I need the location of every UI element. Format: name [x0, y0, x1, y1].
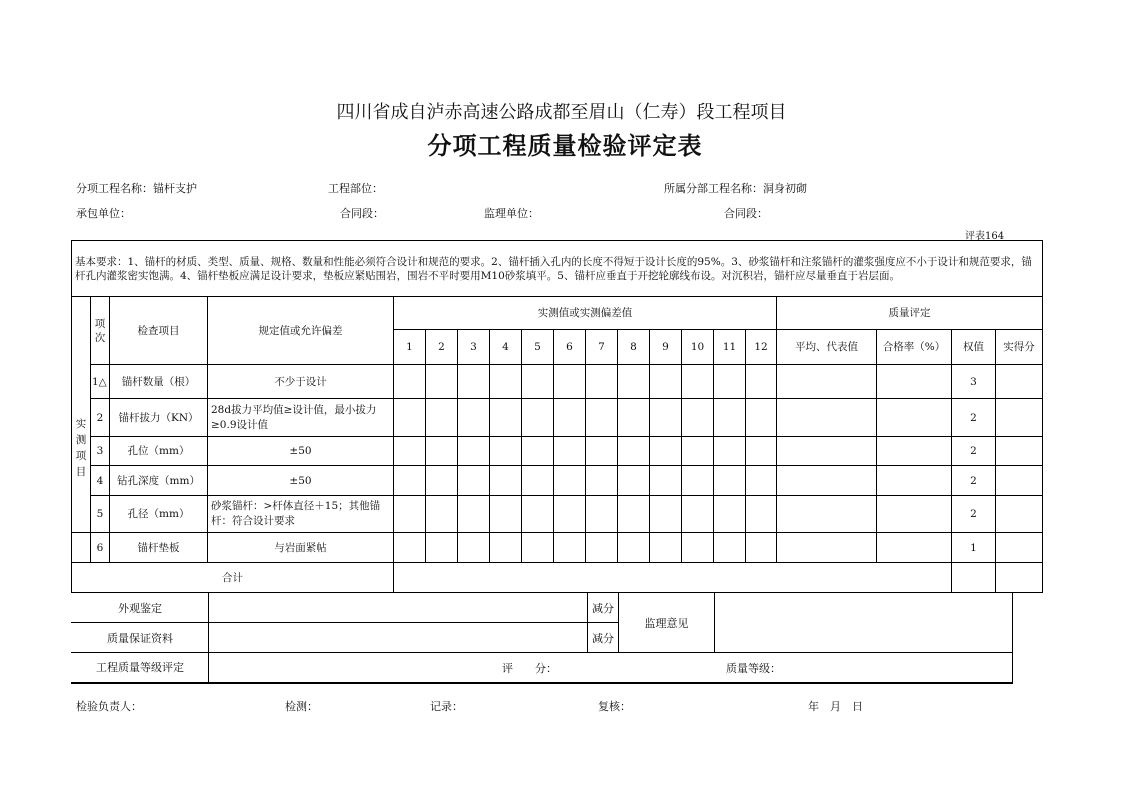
- header-pass-rate: 合格率（%）: [877, 330, 952, 365]
- measure-cell[interactable]: [394, 533, 426, 563]
- measure-cell[interactable]: [490, 365, 522, 399]
- measure-cell[interactable]: [458, 437, 490, 466]
- measure-cell[interactable]: [394, 437, 426, 466]
- supervisor-opinion-label: 监理意见: [619, 593, 715, 653]
- measure-cell[interactable]: [522, 437, 554, 466]
- measure-cell[interactable]: [714, 365, 746, 399]
- measure-cell[interactable]: [522, 466, 554, 496]
- row-spec: 砂浆锚杆：>杆体直径＋15；其他锚杆：符合设计要求: [208, 496, 394, 533]
- table-row: [72, 466, 1043, 496]
- measure-cell[interactable]: [522, 533, 554, 563]
- grade-eval-label: 工程质量等级评定: [72, 653, 209, 683]
- measure-cell[interactable]: [554, 466, 586, 496]
- header-spec: 规定值或允许偏差: [208, 297, 394, 365]
- pass-rate-cell[interactable]: [877, 533, 952, 563]
- measure-cell[interactable]: [394, 466, 426, 496]
- measure-cell[interactable]: [458, 533, 490, 563]
- row-item: 孔位（mm）: [110, 437, 208, 466]
- header-avg: 平均、代表值: [777, 330, 877, 365]
- appearance-row: [72, 593, 1013, 623]
- row-spec: 不少于设计: [208, 365, 394, 399]
- measure-cell[interactable]: [682, 399, 714, 437]
- table-row: [72, 533, 1043, 563]
- grade-label: 质量等级：: [726, 662, 781, 676]
- measure-cell[interactable]: [618, 437, 650, 466]
- measure-num: 10: [682, 330, 714, 365]
- row-weight: 2: [952, 399, 996, 437]
- requirements-row: [72, 241, 1043, 297]
- measure-num: 7: [586, 330, 618, 365]
- measure-cell[interactable]: [458, 399, 490, 437]
- measure-cell[interactable]: [490, 533, 522, 563]
- avg-cell[interactable]: [777, 399, 877, 437]
- row-seq: 3: [91, 437, 110, 466]
- header-seq: 项次: [91, 297, 110, 365]
- measure-num: 8: [618, 330, 650, 365]
- score-label: 评 分：: [502, 662, 557, 676]
- grade-eval-field[interactable]: [209, 653, 1013, 683]
- appearance-field[interactable]: [209, 593, 588, 623]
- subitem-name: 分项工程名称：锚杆支护: [76, 182, 197, 195]
- measure-num: 2: [426, 330, 458, 365]
- measure-cell[interactable]: [458, 466, 490, 496]
- measure-num: 9: [650, 330, 682, 365]
- pass-rate-cell[interactable]: [877, 466, 952, 496]
- measure-cell[interactable]: [586, 399, 618, 437]
- measure-cell[interactable]: [682, 533, 714, 563]
- pass-rate-cell[interactable]: [877, 437, 952, 466]
- total-row: [72, 563, 1043, 593]
- measure-cell[interactable]: [426, 466, 458, 496]
- measure-cell[interactable]: [714, 399, 746, 437]
- measure-cell[interactable]: [394, 365, 426, 399]
- score-cell[interactable]: [996, 496, 1043, 533]
- row-seq: 2: [91, 399, 110, 437]
- row-weight: 1: [952, 533, 996, 563]
- row-item: 锚杆拔力（KN）: [110, 399, 208, 437]
- basic-requirements: 基本要求：1、锚杆的材质、类型、质量、规格、数量和性能必须符合设计和规范的要求。2、锚杆插入孔内的长度不得短于设计长度的95%。3、砂浆锚杆和注浆锚杆的灌浆强度应不小于设计和规范要求，锚杆孔内灌浆密实饱满。4、锚杆垫板应满足设计要求，垫板应紧贴围岩，围岩不平时要用M10砂浆填平。5、锚杆应垂直于开挖轮廓线布设。对沉积岩，锚杆应尽量垂直于岩层面。: [72, 241, 1043, 297]
- measure-cell[interactable]: [490, 437, 522, 466]
- measure-cell[interactable]: [618, 399, 650, 437]
- header-weight: 权值: [952, 330, 996, 365]
- supervisor-label: 监理单位：: [484, 207, 539, 220]
- measure-cell[interactable]: [522, 399, 554, 437]
- measure-cell[interactable]: [426, 365, 458, 399]
- measure-cell[interactable]: [746, 437, 777, 466]
- measure-cell[interactable]: [714, 496, 746, 533]
- appearance-label: 外观鉴定: [72, 593, 209, 623]
- row-weight: 2: [952, 466, 996, 496]
- measure-num: 1: [394, 330, 426, 365]
- measure-num: 6: [554, 330, 586, 365]
- contractor-label: 承包单位：: [76, 207, 131, 220]
- total-blank: [394, 563, 952, 593]
- score-cell[interactable]: [996, 466, 1043, 496]
- pass-rate-cell[interactable]: [877, 496, 952, 533]
- measure-cell[interactable]: [554, 496, 586, 533]
- measure-cell[interactable]: [714, 437, 746, 466]
- measure-cell[interactable]: [618, 496, 650, 533]
- measure-cell[interactable]: [746, 533, 777, 563]
- row-weight: 2: [952, 437, 996, 466]
- score-cell[interactable]: [996, 399, 1043, 437]
- measure-num: 4: [490, 330, 522, 365]
- measure-cell[interactable]: [554, 365, 586, 399]
- measure-cell[interactable]: [490, 399, 522, 437]
- measure-cell[interactable]: [458, 365, 490, 399]
- measure-num: 11: [714, 330, 746, 365]
- measure-cell[interactable]: [618, 466, 650, 496]
- total-label: 合计: [72, 563, 394, 593]
- measure-cell[interactable]: [522, 365, 554, 399]
- quality-docs-label: 质量保证资料: [72, 623, 209, 653]
- project-location: 工程部位：: [328, 182, 383, 195]
- total-score-cell[interactable]: [996, 563, 1043, 593]
- score-cell[interactable]: [996, 365, 1043, 399]
- row-blank: [72, 533, 91, 563]
- measure-cell[interactable]: [490, 496, 522, 533]
- avg-cell[interactable]: [777, 533, 877, 563]
- measure-cell[interactable]: [682, 365, 714, 399]
- measure-cell[interactable]: [682, 496, 714, 533]
- table-row: [72, 496, 1043, 533]
- form-number: 评表164: [965, 231, 1005, 242]
- deduct-label-2: 减分: [588, 623, 619, 653]
- row-seq: 5: [91, 496, 110, 533]
- header-row-1: [72, 297, 1043, 330]
- row-spec: ±50: [208, 437, 394, 466]
- header-blank: [72, 297, 91, 365]
- row-seq: 1△: [91, 365, 110, 399]
- score-cell[interactable]: [996, 533, 1043, 563]
- measure-cell[interactable]: [490, 466, 522, 496]
- date-label: 年 月 日: [808, 700, 863, 713]
- avg-cell[interactable]: [777, 437, 877, 466]
- measure-cell[interactable]: [746, 466, 777, 496]
- measure-cell[interactable]: [586, 496, 618, 533]
- grade-row: [72, 653, 1013, 683]
- deduct-label-1: 减分: [588, 593, 619, 623]
- measure-cell[interactable]: [426, 399, 458, 437]
- row-item: 锚杆数量（根）: [110, 365, 208, 399]
- measure-cell[interactable]: [746, 365, 777, 399]
- header-item: 检查项目: [110, 297, 208, 365]
- row-item: 锚杆垫板: [110, 533, 208, 563]
- row-weight: 2: [952, 496, 996, 533]
- measure-cell[interactable]: [714, 466, 746, 496]
- measure-cell[interactable]: [586, 533, 618, 563]
- measure-cell[interactable]: [426, 437, 458, 466]
- measure-num: 5: [522, 330, 554, 365]
- pass-rate-cell[interactable]: [877, 365, 952, 399]
- row-spec: 28d拔力平均值≥设计值，最小拔力≥0.9设计值: [208, 399, 394, 437]
- row-weight: 3: [952, 365, 996, 399]
- total-weight-cell[interactable]: [952, 563, 996, 593]
- measure-cell[interactable]: [650, 365, 682, 399]
- header-quality: 质量评定: [777, 297, 1043, 330]
- table-row: [72, 399, 1043, 437]
- quality-docs-field[interactable]: [209, 623, 588, 653]
- reviewer-label: 复核：: [598, 700, 631, 713]
- measure-cell[interactable]: [586, 365, 618, 399]
- measure-cell[interactable]: [650, 437, 682, 466]
- header-score: 实得分: [996, 330, 1043, 365]
- row-seq: 6: [91, 533, 110, 563]
- contract-section-2: 合同段：: [724, 207, 768, 220]
- measure-cell[interactable]: [426, 496, 458, 533]
- measure-cell[interactable]: [394, 496, 426, 533]
- avg-cell[interactable]: [777, 365, 877, 399]
- measure-cell[interactable]: [554, 437, 586, 466]
- measure-cell[interactable]: [746, 399, 777, 437]
- avg-cell[interactable]: [777, 496, 877, 533]
- measure-cell[interactable]: [618, 365, 650, 399]
- header-measured: 实测值或实测偏差值: [394, 297, 777, 330]
- row-spec: 与岩面紧帖: [208, 533, 394, 563]
- measure-num: 3: [458, 330, 490, 365]
- measure-cell[interactable]: [714, 533, 746, 563]
- supervisor-opinion-field[interactable]: [715, 593, 1013, 653]
- section-label: 实测项目: [72, 365, 91, 533]
- evaluation-table: [71, 592, 1013, 684]
- table-row: [72, 437, 1043, 466]
- measure-cell[interactable]: [682, 466, 714, 496]
- row-item: 孔径（mm）: [110, 496, 208, 533]
- recorder-label: 记录：: [430, 700, 463, 713]
- measure-cell[interactable]: [650, 399, 682, 437]
- tester-label: 检测：: [285, 700, 318, 713]
- contract-section-1: 合同段：: [340, 207, 384, 220]
- measure-cell[interactable]: [394, 399, 426, 437]
- avg-cell[interactable]: [777, 466, 877, 496]
- table-row: [72, 365, 1043, 399]
- measure-cell[interactable]: [746, 496, 777, 533]
- measure-cell[interactable]: [618, 533, 650, 563]
- measure-cell[interactable]: [650, 496, 682, 533]
- measure-cell[interactable]: [650, 533, 682, 563]
- measure-cell[interactable]: [554, 533, 586, 563]
- measure-cell[interactable]: [586, 437, 618, 466]
- form-title: 分项工程质量检验评定表: [427, 131, 703, 160]
- row-item: 钻孔深度（mm）: [110, 466, 208, 496]
- row-spec: ±50: [208, 466, 394, 496]
- score-cell[interactable]: [996, 437, 1043, 466]
- measure-num: 12: [746, 330, 777, 365]
- inspection-table: [71, 240, 1043, 593]
- measure-cell[interactable]: [426, 533, 458, 563]
- measure-cell[interactable]: [554, 399, 586, 437]
- measure-cell[interactable]: [650, 466, 682, 496]
- inspector-label: 检验负责人：: [76, 700, 142, 713]
- measure-cell[interactable]: [458, 496, 490, 533]
- project-title: 四川省成自泸赤高速公路成都至眉山（仁寿）段工程项目: [336, 102, 787, 123]
- measure-cell[interactable]: [522, 496, 554, 533]
- division-name: 所属分部工程名称：洞身初砌: [664, 182, 807, 195]
- row-seq: 4: [91, 466, 110, 496]
- pass-rate-cell[interactable]: [877, 399, 952, 437]
- measure-cell[interactable]: [586, 466, 618, 496]
- measure-cell[interactable]: [682, 437, 714, 466]
